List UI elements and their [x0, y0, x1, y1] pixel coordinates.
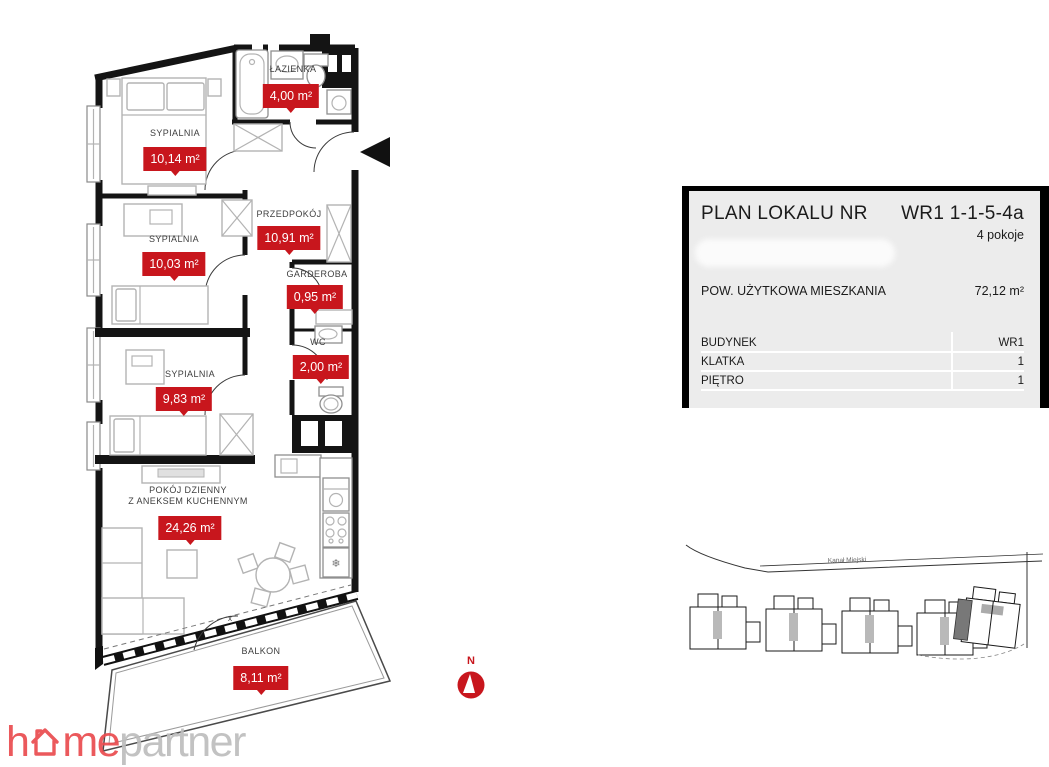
- desk-icon: [124, 204, 182, 236]
- house-icon: [27, 724, 63, 760]
- room-label-living: POKÓJ DZIENNY: [149, 485, 227, 495]
- stove-icon: [323, 513, 349, 547]
- info-panel: [682, 186, 1049, 408]
- fridge-snowflake-icon: ❄: [331, 558, 341, 570]
- building-value: WR1: [998, 336, 1024, 349]
- building-label: BUDYNEK: [701, 336, 757, 349]
- room-label-living-2: Z ANEKSEM KUCHENNYM: [128, 496, 248, 506]
- dresser-icon: [148, 186, 196, 195]
- canal-label: Kanał Miejski: [827, 556, 867, 565]
- window-icon: [87, 328, 100, 402]
- floor-value: 1: [1017, 374, 1024, 387]
- area-badge-living: 24,26 m²: [158, 516, 221, 540]
- area-badge-balcony: 8,11 m²: [233, 666, 288, 690]
- homepartner-logo: [6, 718, 245, 767]
- balcony-door-mark: x: [228, 614, 232, 623]
- toilet-icon: [319, 387, 343, 413]
- table-row: [701, 334, 1024, 353]
- usable-area-value: 72,12 m²: [974, 284, 1024, 298]
- area-badge-bedroom2: 10,03 m²: [142, 252, 205, 276]
- coffee-table-icon: [167, 550, 197, 578]
- room-label-garderoba: GARDEROBA: [286, 269, 348, 279]
- window-icon: [87, 224, 100, 296]
- area-badge-hallway: 10,91 m²: [257, 226, 320, 250]
- floor-label: PIĘTRO: [701, 374, 744, 387]
- wardrobe-icon: [234, 124, 282, 151]
- sofa-icon: [102, 528, 184, 634]
- site-plan: [686, 545, 1043, 659]
- single-bed-icon: [112, 286, 208, 324]
- table-divider: [951, 332, 953, 391]
- room-label-bedroom3: SYPIALNIA: [164, 369, 216, 379]
- compass-icon: [458, 655, 485, 699]
- room-count: 4 pokoje: [976, 228, 1024, 242]
- dining-table-icon: [238, 543, 309, 607]
- panel-title: PLAN LOKALU NR: [701, 203, 868, 224]
- staircase-value: 1: [1017, 355, 1024, 368]
- area-badge-wc: 2,00 m²: [293, 355, 349, 379]
- logo-text-partner: partner: [119, 718, 245, 766]
- counter-icon: [275, 455, 321, 477]
- site-building-highlighted: [953, 585, 1021, 648]
- room-label-bathroom: ŁAZIENKA: [269, 64, 317, 74]
- window-icon: [87, 106, 100, 182]
- logo-text-h: h: [6, 718, 29, 766]
- unit-number: WR1 1-1-5-4a: [901, 203, 1024, 224]
- oven-icon: [323, 478, 349, 511]
- hallway-wardrobe-icon: [327, 205, 351, 262]
- single-bed-icon: [110, 416, 206, 455]
- table-row: [701, 353, 1024, 372]
- redacted-area: [695, 239, 895, 267]
- site-building: [842, 598, 912, 653]
- room-label-wc: WC: [310, 337, 326, 347]
- washing-machine-icon: [327, 90, 351, 114]
- logo-text-me: me: [62, 718, 120, 766]
- room-label-bedroom1: SYPIALNIA: [149, 128, 201, 138]
- fridge-icon: [323, 548, 349, 577]
- room-label-bedroom2: SYPIALNIA: [148, 234, 200, 244]
- wardrobe-icon: [220, 414, 253, 455]
- area-badge-garderoba: 0,95 m²: [287, 285, 343, 309]
- tv-bench-icon: [142, 466, 220, 483]
- compass-north-label: N: [467, 655, 475, 667]
- site-building: [766, 596, 836, 651]
- staircase-label: KLATKA: [701, 355, 745, 368]
- site-building: [690, 594, 760, 649]
- usable-area-label: POW. UŻYTKOWA MIESZKANIA: [701, 284, 886, 298]
- room-label-hallway: PRZEDPOKÓJ: [256, 209, 322, 219]
- room-label-balcony: BALKON: [241, 646, 281, 656]
- area-badge-bedroom3: 9,83 m²: [156, 387, 212, 411]
- garderoba-cabinet: [316, 310, 352, 324]
- wardrobe-icon: [222, 200, 252, 236]
- entrance-arrow-icon: [360, 137, 390, 167]
- desk-icon: [126, 350, 164, 384]
- table-row: [701, 372, 1024, 391]
- area-badge-bedroom1: 10,14 m²: [143, 147, 206, 171]
- area-badge-bathroom: 4,00 m²: [263, 84, 319, 108]
- unit-details-table: [701, 334, 1024, 391]
